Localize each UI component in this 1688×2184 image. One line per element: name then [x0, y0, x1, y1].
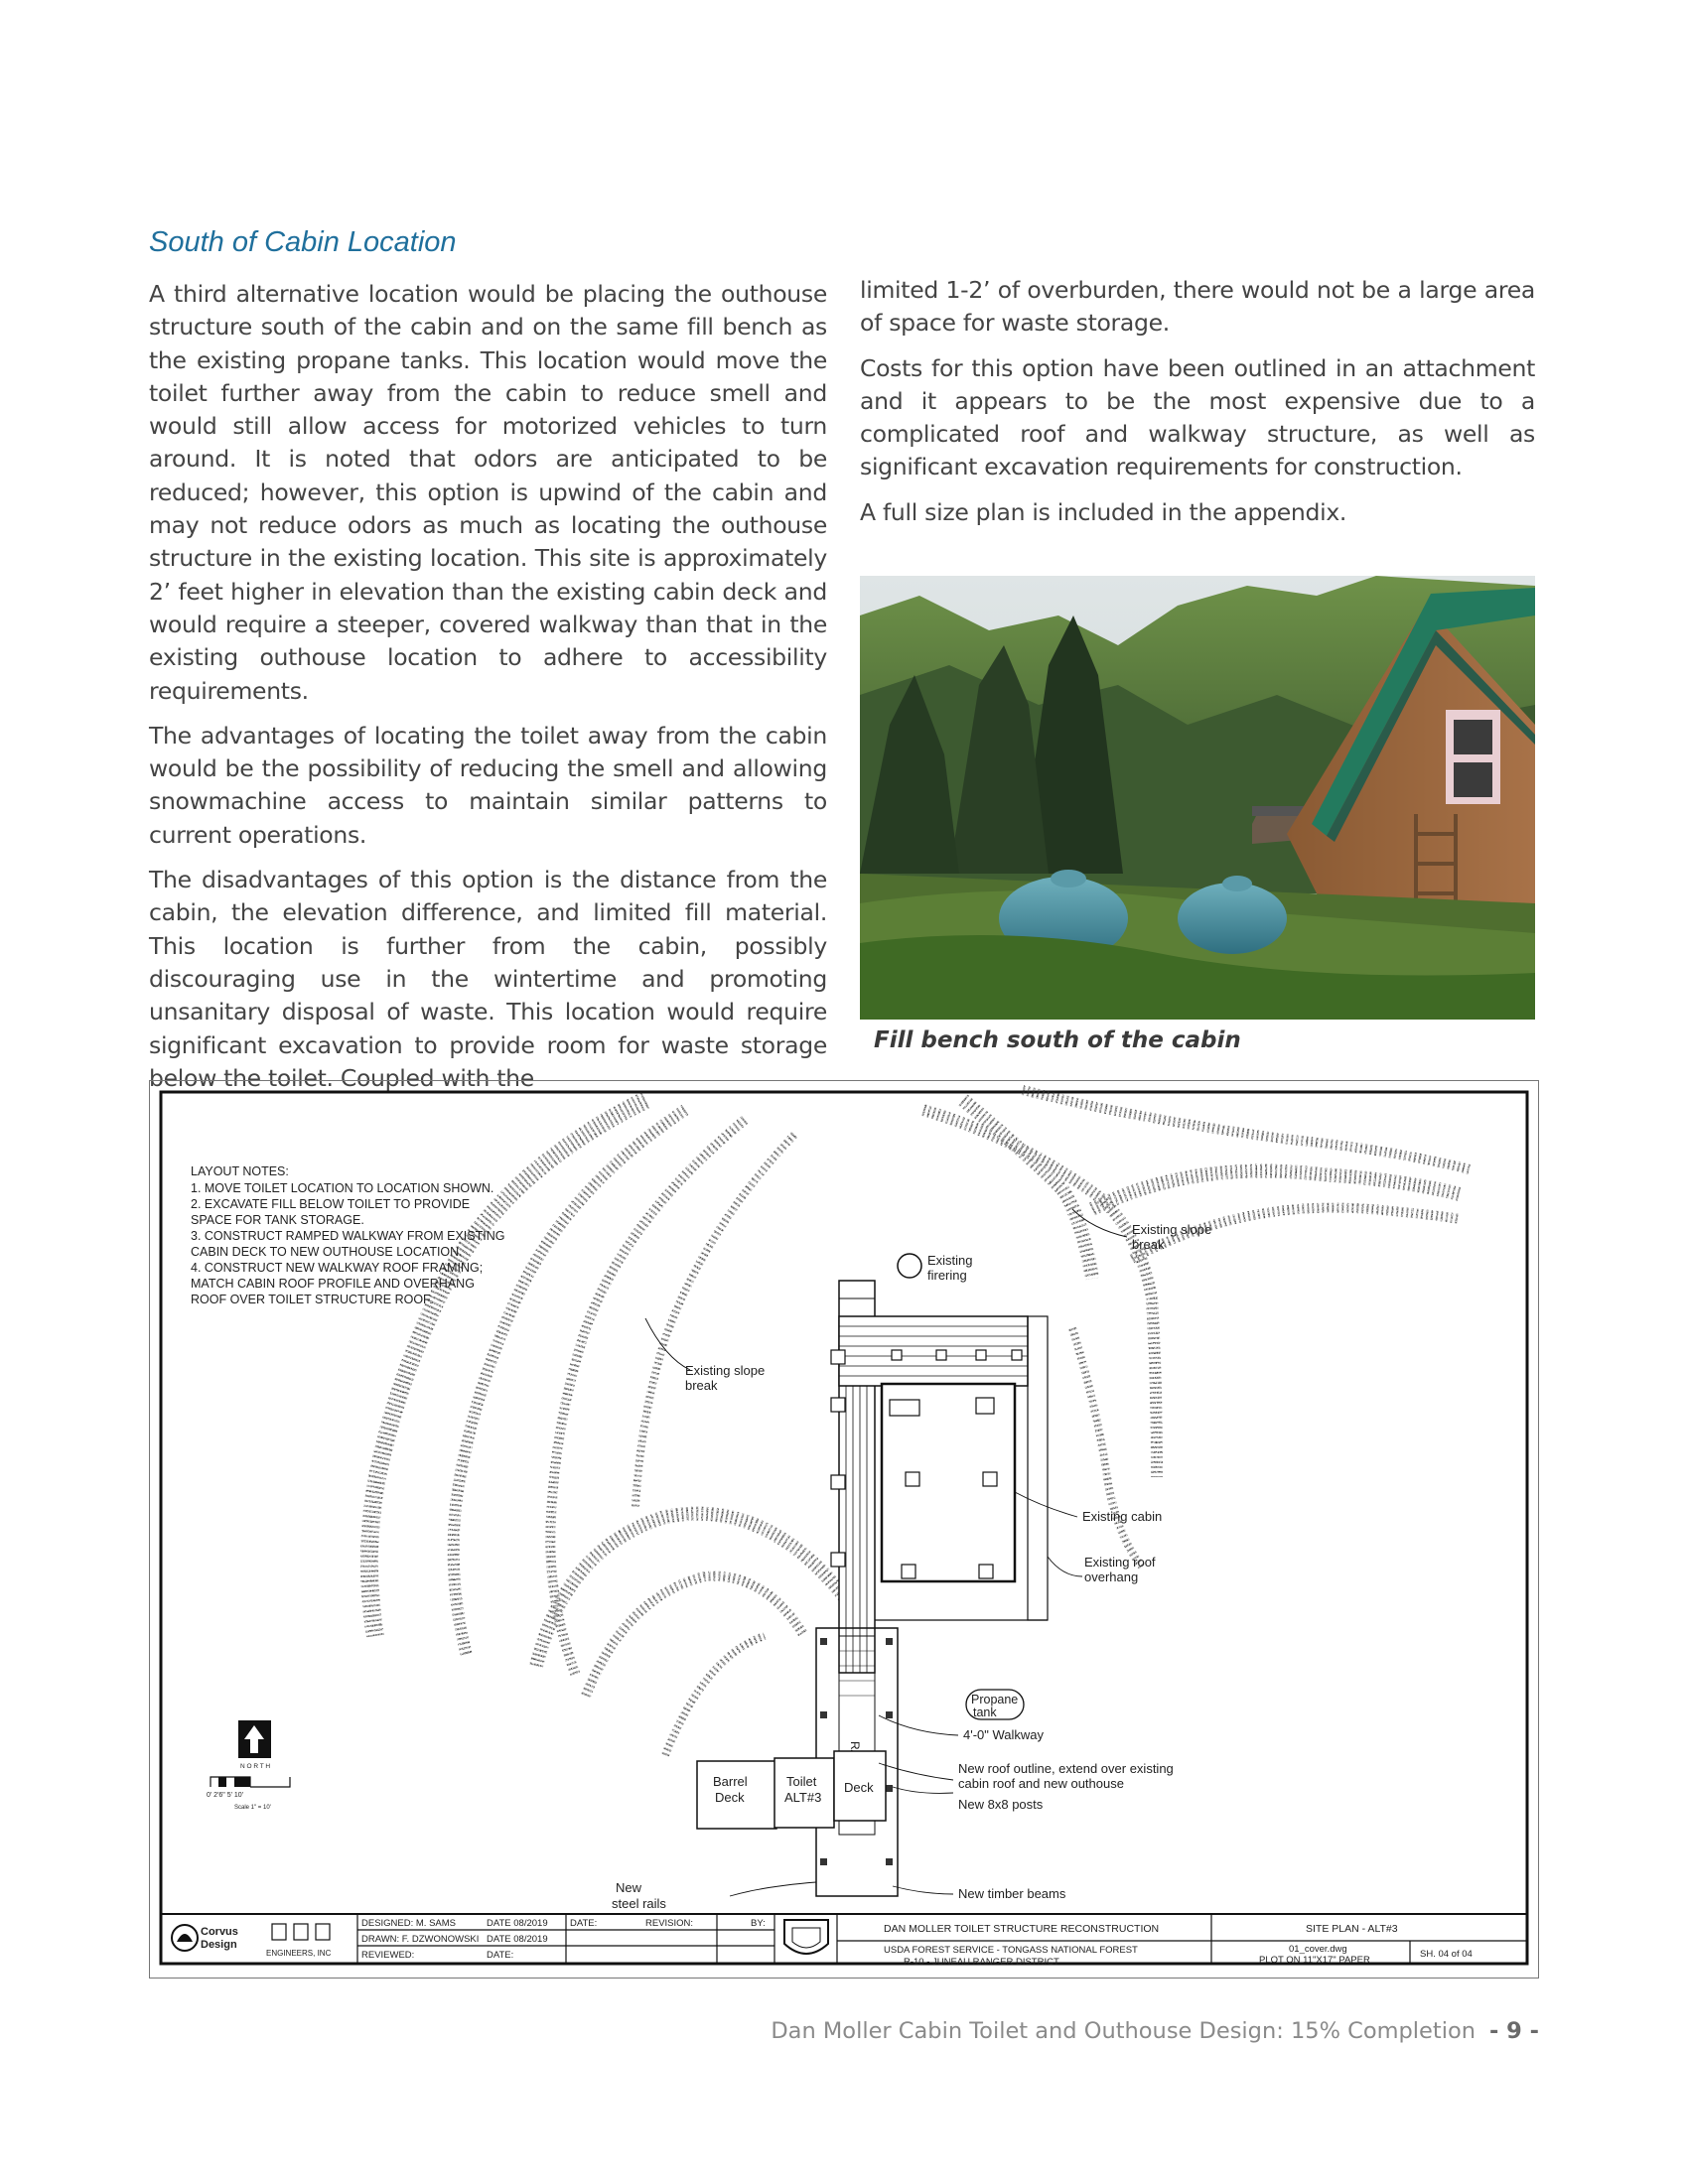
- page-number: - 9 -: [1489, 2018, 1539, 2044]
- col-by: BY:: [751, 1918, 766, 1929]
- sheet-number: SH. 04 of 04: [1420, 1949, 1473, 1960]
- firm-name: Corvus: [201, 1926, 238, 1938]
- paragraph-6: A full size plan is included in the appendix.: [860, 497, 1347, 526]
- right-column: [860, 274, 1535, 541]
- layout-notes-title: LAYOUT NOTES:: [191, 1164, 289, 1178]
- cabin-photo: [860, 576, 1535, 1020]
- raven-icon: [177, 1934, 193, 1942]
- project-title: DAN MOLLER TOILET STRUCTURE RECONSTRUCTION: [884, 1923, 1160, 1935]
- cabin-photo-illustration: [860, 576, 1535, 1020]
- drawn-by: DRAWN: F. DZWONOWSKI: [361, 1934, 480, 1945]
- scale-bar: [207, 1777, 290, 1811]
- page-footer: [771, 2018, 1539, 2044]
- engineers-label: ENGINEERS, INC: [266, 1949, 332, 1958]
- roof-outline-label: New roof outline, extend over existing: [958, 1761, 1174, 1776]
- north-label: N O R T H: [240, 1763, 271, 1770]
- paragraph-5: Costs for this option have been outlined in an attachment and it appears to be the most expensive due to a complicated roof and walkway structure, as well as significant excavation requirements for construction.: [860, 353, 1535, 481]
- existing-cabin-label: Existing cabin: [1082, 1509, 1163, 1524]
- layout-note-line: SPACE FOR TANK STORAGE.: [191, 1213, 364, 1227]
- firering-label: Existing: [927, 1253, 973, 1268]
- walkway-label: 4'-0" Walkway: [963, 1727, 1045, 1742]
- paragraph-2: The advantages of locating the toilet away from the cabin would be the possibility of reducing the smell and allowing snowmachine access to maintain similar patterns to current operations.: [149, 721, 827, 849]
- slope-break-label: break: [1132, 1237, 1165, 1252]
- propane-label: tank: [973, 1706, 997, 1719]
- slope-break-label: break: [685, 1378, 718, 1393]
- plot-note: PLOT ON 11"X17" PAPER: [1259, 1955, 1370, 1966]
- photo-caption: Fill bench south of the cabin: [874, 1027, 1241, 1053]
- file-name: 01_cover.dwg: [1289, 1944, 1347, 1955]
- toilet-label: Toilet: [786, 1774, 817, 1789]
- firm-name: Design: [201, 1939, 237, 1951]
- layout-note-line: 1. MOVE TOILET LOCATION TO LOCATION SHOWN.: [191, 1181, 494, 1195]
- designed-date: DATE 08/2019: [487, 1918, 548, 1929]
- drawn-date: DATE 08/2019: [487, 1934, 548, 1945]
- paragraph-3: The disadvantages of this option is the distance from the cabin, the elevation difference, and limited fill material. This location is further from the cabin, possibly discouraging use in the wintertime and promoting unsanitary disposal of waste. This location would require significant excavation to provide room for waste storage below the toilet. Coupled with the: [149, 866, 827, 1092]
- layout-note-line: ROOF OVER TOILET STRUCTURE ROOF.: [191, 1293, 433, 1306]
- firering-label: firering: [927, 1268, 967, 1283]
- steel-rails-label: steel rails: [612, 1896, 666, 1911]
- layout-notes: [191, 1164, 504, 1306]
- steel-rails-label: New: [616, 1880, 642, 1895]
- deck-label: Deck: [844, 1780, 874, 1795]
- reviewed-date: DATE:: [487, 1950, 514, 1961]
- forest-service-shield-icon: [784, 1920, 828, 1954]
- col-date: DATE:: [570, 1918, 598, 1929]
- sheet-title: SITE PLAN - ALT#3: [1306, 1923, 1398, 1935]
- scale-ticks: 0' 2'6" 5' 10': [207, 1792, 244, 1799]
- scale-note: Scale 1" = 10': [234, 1805, 271, 1811]
- layout-note-line: 2. EXCAVATE FILL BELOW TOILET TO PROVIDE: [191, 1197, 471, 1211]
- site-plan-drawing: [149, 1080, 1539, 1979]
- north-arrow: [238, 1720, 271, 1770]
- toilet-label: ALT#3: [784, 1790, 822, 1805]
- region-name: R-10 - JUNEAU RANGER DISTRICT: [904, 1957, 1059, 1968]
- beams-label: New timber beams: [958, 1886, 1066, 1901]
- section-heading: South of Cabin Location: [149, 226, 457, 258]
- paragraph-1: A third alternative location would be placing the outhouse structure south of the cabin and on the same fill bench as the existing propane tanks. This location would move the toilet further away from the cabin to reduce smell and would still allow access for motorized vehicles to turn around. It is noted that odors are anticipated to be reduced; however, this option is upwind of the cabin and may not reduce odors as much as locating the outhouse structure in the existing location. This site is approximately 2’ feet higher in elevation than the existing cabin deck and would require a steeper, covered walkway than that in the existing outhouse location to adhere to accessibility requirements.: [149, 280, 827, 705]
- layout-note-line: MATCH CABIN ROOF PROFILE AND OVERHANG: [191, 1277, 475, 1291]
- barrel-deck-label: Barrel: [713, 1774, 748, 1789]
- slope-break-label: Existing slope: [685, 1363, 766, 1378]
- layout-note-line: CABIN DECK TO NEW OUTHOUSE LOCATION.: [191, 1245, 463, 1259]
- pnd-logo-icon: [272, 1924, 330, 1940]
- agency-name: USDA FOREST SERVICE - TONGASS NATIONAL FOREST: [884, 1945, 1138, 1956]
- layout-note-line: 3. CONSTRUCT RAMPED WALKWAY FROM EXISTING: [191, 1229, 505, 1243]
- title-block: [161, 1914, 1527, 1968]
- designed-by: DESIGNED: M. SAMS: [361, 1918, 457, 1929]
- layout-note-line: 4. CONSTRUCT NEW WALKWAY ROOF FRAMING;: [191, 1261, 484, 1275]
- existing-roof-label: Existing roof: [1084, 1555, 1156, 1570]
- reviewed-by: REVIEWED:: [361, 1950, 415, 1961]
- footer-title: Dan Moller Cabin Toilet and Outhouse Design: 15% Completion: [771, 2018, 1476, 2044]
- slope-break-label: Existing slope: [1132, 1222, 1212, 1237]
- paragraph-4: limited 1-2’ of overburden, there would not be a large area of space for waste storage.: [860, 276, 1535, 338]
- posts-label: New 8x8 posts: [958, 1797, 1044, 1812]
- barrel-deck-label: Deck: [715, 1790, 745, 1805]
- col-revision: REVISION:: [645, 1918, 694, 1929]
- firering-symbol: [898, 1254, 921, 1278]
- site-plan-svg: [149, 1080, 1539, 1979]
- existing-roof-label: overhang: [1084, 1570, 1139, 1584]
- roof-outline-label: cabin roof and new outhouse: [958, 1776, 1124, 1791]
- left-column: [149, 278, 827, 1107]
- propane-label: Propane: [971, 1693, 1019, 1706]
